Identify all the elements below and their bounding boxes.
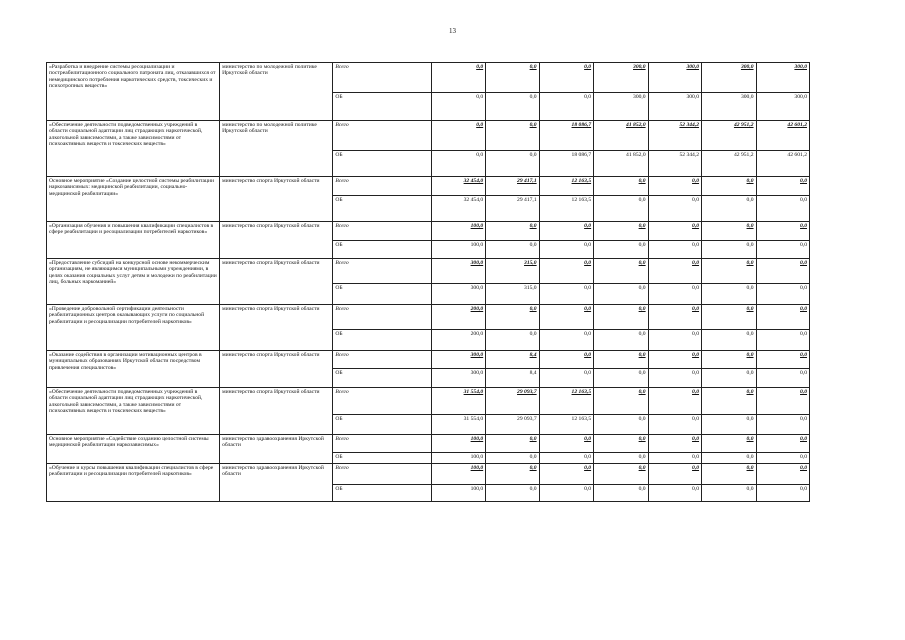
ob-amount-cell: 29 417,1 [486,196,539,222]
table-row [47,63,810,93]
ob-amount-cell: 0,0 [756,453,809,464]
total-amount-cell: 18 086,7 [539,121,594,151]
total-amount-cell: 0,0 [648,259,701,284]
total-amount-cell: 8,4 [486,351,539,369]
ob-amount-cell: 0,0 [648,284,701,305]
total-amount-cell: 0,0 [486,121,539,151]
ob-amount-cell: 0,0 [648,415,701,435]
ob-amount-cell: 0,0 [702,284,757,305]
total-amount-cell: 0,0 [648,177,701,196]
total-amount-cell: 0,0 [539,351,594,369]
total-amount-cell: 0,0 [539,259,594,284]
total-amount-cell: 0,0 [486,222,539,241]
total-amount-cell: 32 454,0 [431,177,486,196]
total-amount-cell: 29 417,1 [486,177,539,196]
ob-amount-cell: 0,0 [594,453,649,464]
ob-amount-cell: 200,0 [431,330,486,351]
total-amount-cell: 200,0 [431,305,486,330]
executor: министерство по молодежной политике Иркутской области [220,121,333,177]
funding-total-label: Всего [333,222,431,241]
funding-source-label: ОБ [333,284,431,305]
activity-name: «Обеспечение деятельности подведомственных учреждений в области социальной адаптации лиц страдающих наркотической, алкогольной зависимостями, а также зависимостями от психоактивных веществ и токсических веществ» [47,121,220,177]
total-amount-cell: 0,0 [648,464,701,485]
total-amount-cell: 0,0 [486,63,539,93]
ob-amount-cell: 0,0 [594,415,649,435]
ob-amount-cell: 0,0 [539,485,594,502]
total-amount-cell: 300,0 [648,63,701,93]
ob-amount-cell: 0,0 [702,196,757,222]
ob-amount-cell: 0,0 [756,330,809,351]
ob-amount-cell: 0,0 [756,369,809,388]
table-row [47,351,810,369]
activity-name: «Разработка и внедрение системы ресоциализации и постреабилитационного социального патроната лиц, отказавшихся от немедицинского потребления наркотических средств, токсических и психотропных веществ» [47,63,220,121]
ob-amount-cell: 0,0 [702,453,757,464]
executor: министерство спорта Иркутской области [220,177,333,222]
budget-table [46,62,810,502]
funding-source-label: ОБ [333,151,431,177]
ob-amount-cell: 0,0 [648,196,701,222]
total-amount-cell: 0,0 [702,259,757,284]
total-amount-cell: 0,0 [702,464,757,485]
total-amount-cell: 52 344,2 [648,121,701,151]
total-amount-cell: 0,0 [648,388,701,415]
total-amount-cell: 315,0 [486,259,539,284]
total-amount-cell: 12 163,5 [539,388,594,415]
funding-total-label: Всего [333,63,431,93]
ob-amount-cell: 0,0 [702,485,757,502]
total-amount-cell: 0,0 [539,222,594,241]
total-amount-cell: 0,0 [702,222,757,241]
page-number: 13 [449,27,456,35]
total-amount-cell: 0,0 [486,305,539,330]
ob-amount-cell: 0,0 [486,93,539,121]
total-amount-cell: 0,0 [594,464,649,485]
ob-amount-cell: 41 852,0 [594,151,649,177]
activity-name: «Предоставление субсидий на конкурсной основе некоммерческим организациям, не являющимся муниципальными учреждениями, в целях оказания социальных услуг детям и молодежи по реабилитации лиц, больных наркоманией» [47,259,220,305]
ob-amount-cell: 0,0 [594,284,649,305]
funding-source-label: ОБ [333,330,431,351]
total-amount-cell: 0,0 [594,388,649,415]
ob-amount-cell: 52 344,2 [648,151,701,177]
ob-amount-cell: 300,0 [431,369,486,388]
funding-total-label: Всего [333,464,431,485]
ob-amount-cell: 0,0 [594,330,649,351]
total-amount-cell: 300,0 [431,259,486,284]
executor: министерство спорта Иркутской области [220,305,333,351]
ob-amount-cell: 0,0 [539,241,594,259]
total-amount-cell: 0,0 [594,177,649,196]
ob-amount-cell: 0,0 [486,485,539,502]
ob-amount-cell: 0,0 [486,151,539,177]
ob-amount-cell: 32 454,0 [431,196,486,222]
funding-total-label: Всего [333,177,431,196]
ob-amount-cell: 300,0 [594,93,649,121]
funding-source-label: ОБ [333,485,431,502]
ob-amount-cell: 0,0 [539,93,594,121]
ob-amount-cell: 12 163,5 [539,196,594,222]
total-amount-cell: 0,0 [648,305,701,330]
table-row [47,435,810,453]
total-amount-cell: 42 601,2 [756,121,809,151]
table-row [47,259,810,284]
ob-amount-cell: 0,0 [539,369,594,388]
total-amount-cell: 0,0 [756,177,809,196]
table-row [47,388,810,415]
total-amount-cell: 0,0 [648,222,701,241]
total-amount-cell: 0,0 [702,435,757,453]
total-amount-cell: 300,0 [702,63,757,93]
ob-amount-cell: 100,0 [431,485,486,502]
ob-amount-cell: 0,0 [756,485,809,502]
total-amount-cell: 41 852,0 [594,121,649,151]
activity-name: «Обеспечение деятельности подведомственных учреждений в области социальной адаптации лиц страдающих наркотической, алкогольной зависимостями, а также зависимостями от психоактивных веществ и токсических веществ» [47,388,220,435]
total-amount-cell: 0,0 [539,464,594,485]
total-amount-cell: 100,0 [431,222,486,241]
ob-amount-cell: 0,0 [702,415,757,435]
ob-amount-cell: 0,0 [756,241,809,259]
ob-amount-cell: 0,0 [648,241,701,259]
funding-total-label: Всего [333,351,431,369]
total-amount-cell: 100,0 [431,464,486,485]
total-amount-cell: 0,0 [756,305,809,330]
ob-amount-cell: 0,0 [702,241,757,259]
total-amount-cell: 42 951,2 [702,121,757,151]
ob-amount-cell: 0,0 [486,453,539,464]
table-body [47,63,810,502]
activity-name: «Проведение добровольной сертификации деятельности реабилитационных центров оказывающих услуги по социальной реабилитации и ресоциализации потребителей наркотиков» [47,305,220,351]
total-amount-cell: 0,0 [594,435,649,453]
executor: министерство спорта Иркутской области [220,222,333,259]
funding-source-label: ОБ [333,415,431,435]
ob-amount-cell: 0,0 [486,330,539,351]
activity-name: Основное мероприятие «Содействие созданию целостной системы медицинской реабилитации наркозависимых» [47,435,220,464]
total-amount-cell: 31 554,0 [431,388,486,415]
total-amount-cell: 0,0 [702,177,757,196]
executor: министерство спорта Иркутской области [220,351,333,388]
ob-amount-cell: 0,0 [594,196,649,222]
ob-amount-cell: 31 554,0 [431,415,486,435]
ob-amount-cell: 0,0 [756,284,809,305]
total-amount-cell: 0,0 [486,435,539,453]
ob-amount-cell: 0,0 [648,485,701,502]
ob-amount-cell: 0,0 [594,241,649,259]
ob-amount-cell: 0,0 [648,369,701,388]
activity-name: Основное мероприятие «Создание целостной системы реабилитации наркозависимых: медицинской реабилитации, социально-медицинской реабилитации» [47,177,220,222]
ob-amount-cell: 12 163,5 [539,415,594,435]
executor: министерство спорта Иркутской области [220,388,333,435]
total-amount-cell: 0,0 [648,435,701,453]
total-amount-cell: 0,0 [486,464,539,485]
ob-amount-cell: 0,0 [648,453,701,464]
total-amount-cell: 0,0 [702,351,757,369]
ob-amount-cell: 42 601,2 [756,151,809,177]
total-amount-cell: 300,0 [594,63,649,93]
ob-amount-cell: 300,0 [756,93,809,121]
table-row [47,305,810,330]
ob-amount-cell: 0,0 [702,330,757,351]
activity-name: «Обучение и курсы повышения квалификации специалистов в сфере реабилитации и ресоциализации потребителей наркотиков» [47,464,220,502]
table-row [47,177,810,196]
ob-amount-cell: 0,0 [594,369,649,388]
table-row [47,222,810,241]
total-amount-cell: 29 093,7 [486,388,539,415]
executor: министерство по молодежной политике Иркутской области [220,63,333,121]
total-amount-cell: 0,0 [702,388,757,415]
ob-amount-cell: 0,0 [539,453,594,464]
total-amount-cell: 0,0 [539,63,594,93]
total-amount-cell: 0,0 [702,305,757,330]
ob-amount-cell: 0,0 [431,93,486,121]
total-amount-cell: 0,0 [756,464,809,485]
total-amount-cell: 0,0 [756,435,809,453]
total-amount-cell: 0,0 [539,435,594,453]
activity-name: «Оказание содействия в организации мотивационных центров в муниципальных образованиях Иркутской области посредством привлечения специалистов» [47,351,220,388]
funding-total-label: Всего [333,305,431,330]
funding-source-label: ОБ [333,196,431,222]
funding-total-label: Всего [333,435,431,453]
ob-amount-cell: 0,0 [702,369,757,388]
ob-amount-cell: 300,0 [648,93,701,121]
funding-source-label: ОБ [333,453,431,464]
ob-amount-cell: 0,0 [648,330,701,351]
ob-amount-cell: 18 086,7 [539,151,594,177]
funding-total-label: Всего [333,388,431,415]
ob-amount-cell: 0,0 [756,415,809,435]
ob-amount-cell: 42 951,2 [702,151,757,177]
total-amount-cell: 0,0 [594,259,649,284]
ob-amount-cell: 0,0 [539,284,594,305]
funding-source-label: ОБ [333,241,431,259]
ob-amount-cell: 0,0 [594,485,649,502]
ob-amount-cell: 300,0 [431,284,486,305]
ob-amount-cell: 315,0 [486,284,539,305]
total-amount-cell: 0,0 [756,259,809,284]
activity-name: «Организация обучения и повышения квалификации специалистов в сфере реабилитации и ресоциализации потребителей наркотиков» [47,222,220,259]
table-row [47,121,810,151]
ob-amount-cell: 0,0 [486,241,539,259]
ob-amount-cell: 100,0 [431,241,486,259]
total-amount-cell: 100,0 [431,435,486,453]
ob-amount-cell: 100,0 [431,453,486,464]
funding-total-label: Всего [333,259,431,284]
total-amount-cell: 300,0 [756,63,809,93]
total-amount-cell: 0,0 [594,305,649,330]
total-amount-cell: 0,0 [594,351,649,369]
total-amount-cell: 300,0 [431,351,486,369]
ob-amount-cell: 8,4 [486,369,539,388]
table-row [47,464,810,485]
total-amount-cell: 0,0 [594,222,649,241]
funding-total-label: Всего [333,121,431,151]
ob-amount-cell: 300,0 [702,93,757,121]
total-amount-cell: 0,0 [539,305,594,330]
total-amount-cell: 0,0 [431,121,486,151]
funding-source-label: ОБ [333,93,431,121]
total-amount-cell: 0,0 [756,351,809,369]
ob-amount-cell: 0,0 [431,151,486,177]
ob-amount-cell: 0,0 [756,196,809,222]
executor: министерство здравоохранения Иркутской области [220,464,333,502]
ob-amount-cell: 0,0 [539,330,594,351]
total-amount-cell: 0,0 [756,388,809,415]
total-amount-cell: 0,0 [431,63,486,93]
funding-source-label: ОБ [333,369,431,388]
ob-amount-cell: 29 093,7 [486,415,539,435]
total-amount-cell: 0,0 [648,351,701,369]
total-amount-cell: 12 163,5 [539,177,594,196]
total-amount-cell: 0,0 [756,222,809,241]
executor: министерство спорта Иркутской области [220,259,333,305]
executor: министерство здравоохранения Иркутской области [220,435,333,464]
